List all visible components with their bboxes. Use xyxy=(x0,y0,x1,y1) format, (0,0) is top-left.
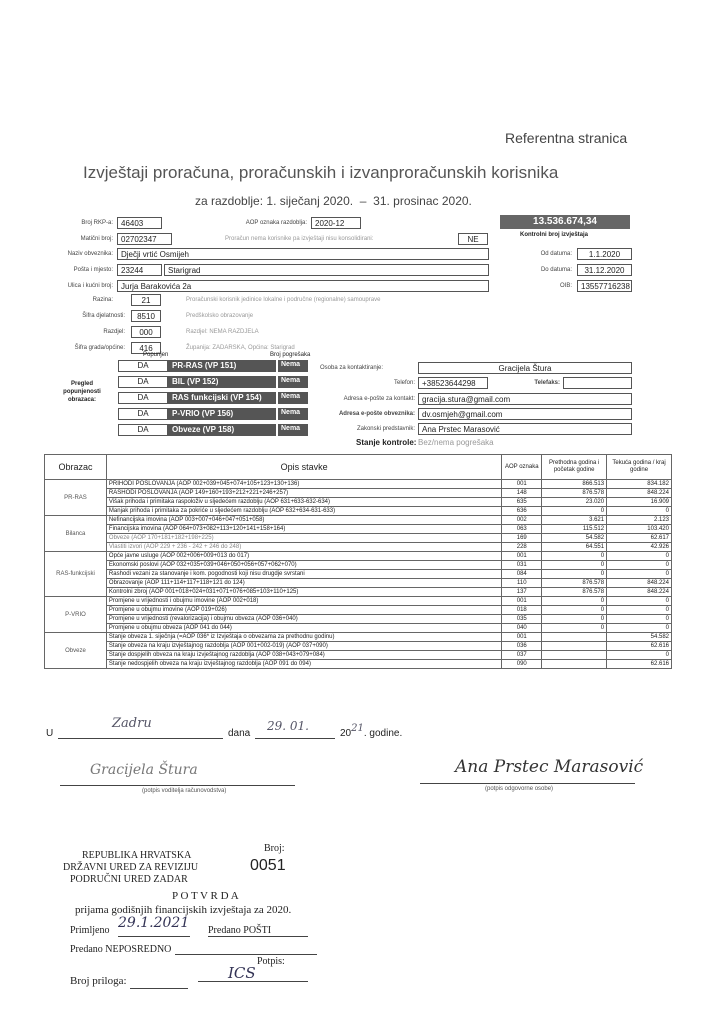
row-aop: 037 xyxy=(502,651,542,660)
row-curr: 0 xyxy=(607,624,672,633)
row-aop: 002 xyxy=(502,516,542,525)
level-label: Razina: xyxy=(92,297,113,303)
row-curr: 62.616 xyxy=(607,642,672,651)
representative-sign-label: (potpis odgovorne osobe) xyxy=(485,786,554,792)
level-field[interactable]: 21 xyxy=(131,294,161,306)
stamp-received-line xyxy=(118,936,190,937)
sub-users-field[interactable]: NE xyxy=(458,233,488,245)
representative-signature: Ana Prstec Marasović xyxy=(455,757,644,777)
name-field[interactable]: Dječji vrtić Osmijeh xyxy=(117,248,489,260)
period-line xyxy=(195,194,472,208)
aop-period-field[interactable]: 2020-12 xyxy=(311,217,361,229)
from-date-label: Od datuma: xyxy=(540,251,572,257)
row-prev: 0 xyxy=(542,615,607,624)
row-desc: Obrazovanje (AOP 111+114+117+118+121 do 124) xyxy=(106,579,501,588)
accountant-signature: Gracijela Štura xyxy=(90,762,198,778)
table-row xyxy=(45,498,672,507)
phone-label: Telefon: xyxy=(393,380,415,386)
email-field[interactable]: gracija.stura@gmail.com xyxy=(418,393,632,405)
name-label: Naziv obveznika: xyxy=(67,251,113,257)
table-row xyxy=(45,660,672,669)
to-date-label: Do datuma: xyxy=(540,267,572,273)
row-desc: Promjene u obujmu imovine (AOP 019+026) xyxy=(106,606,501,615)
sub-users-label: Proračun nema korisnike pa izvještaji nisu konsolidirani: xyxy=(225,236,374,242)
row-prev: 23.020 xyxy=(542,498,607,507)
col-curr-header: Tekuća godina / kraj godine xyxy=(607,455,672,480)
place-field[interactable]: Starigrad xyxy=(164,264,489,276)
place-prefix: U xyxy=(46,728,54,739)
stamp-attachments-line xyxy=(130,988,188,989)
stamp-line3: PODRUČNI URED ZADAR xyxy=(70,874,188,885)
group-label: RAS-funkcijski xyxy=(45,552,107,597)
row-desc: PRIHODI POSLOVANJA (AOP 002+039+045+074+105+123+130+136) xyxy=(106,480,501,489)
row-curr: 54.582 xyxy=(607,633,672,642)
fax-field[interactable] xyxy=(563,377,632,389)
row-aop: 110 xyxy=(502,579,542,588)
row-desc: Financijska imovina (AOP 064+073+082+113+120+141+158+164) xyxy=(106,525,501,534)
row-prev: 0 xyxy=(542,561,607,570)
street-field[interactable]: Jurja Barakovića 2a xyxy=(117,280,489,292)
summary-table xyxy=(44,454,672,669)
row-curr: 42.926 xyxy=(607,543,672,552)
row-prev: 866.513 xyxy=(542,480,607,489)
control-status-value: Bez/nema pogrešaka xyxy=(418,438,494,447)
contact-person-label: Osoba za kontaktiranje: xyxy=(320,365,384,371)
table-row xyxy=(45,561,672,570)
row-curr: 0 xyxy=(607,651,672,660)
from-date-field[interactable]: 1.1.2020 xyxy=(577,248,632,260)
row-curr: 0 xyxy=(607,552,672,561)
report-errors: Nema xyxy=(278,424,308,436)
activity-label: Šifra djelatnosti: xyxy=(82,313,125,319)
city-label: Šifra grada/općine: xyxy=(74,345,125,351)
row-aop: 001 xyxy=(502,633,542,642)
stamp-direct-label: Predano NEPOSREDNO xyxy=(70,944,172,955)
table-row xyxy=(45,543,672,552)
oib-field[interactable]: 13557716238 xyxy=(577,280,632,292)
row-prev xyxy=(542,651,607,660)
stamp-line2: DRŽAVNI URED ZA REVIZIJU xyxy=(63,862,199,873)
table-row xyxy=(45,552,672,561)
row-aop: 148 xyxy=(502,489,542,498)
representative-sign-line xyxy=(420,783,635,784)
stamp-attachments-label: Broj priloga: xyxy=(70,975,127,987)
year-suffix: . godine. xyxy=(363,728,403,739)
row-aop: 228 xyxy=(502,543,542,552)
row-prev: 64.551 xyxy=(542,543,607,552)
row-desc: Stanje obveza 1. siječnja (=AOP 036* iz Izvještaja o obvezama za prethodnu godinu) xyxy=(106,633,501,642)
period-dash: – xyxy=(359,194,367,208)
report-errors: Nema xyxy=(278,360,308,372)
row-aop: 001 xyxy=(502,552,542,561)
row-curr: 62.617 xyxy=(607,534,672,543)
place-handwritten: Zadru xyxy=(112,716,152,731)
aop-period-label: AOP oznaka razdoblja: xyxy=(245,220,307,226)
table-row xyxy=(45,642,672,651)
activity-desc: Predškolsko obrazovanje xyxy=(186,313,254,319)
row-prev: 0 xyxy=(542,507,607,516)
table-row xyxy=(45,651,672,660)
report-name[interactable]: P-VRIO (VP 156) xyxy=(168,408,276,420)
reference-label: Referentna stranica xyxy=(505,130,628,146)
post-label: Pošta i mjesto: xyxy=(73,267,113,273)
table-row xyxy=(45,489,672,498)
stamp-post-line xyxy=(208,936,308,937)
report-filled: DA xyxy=(118,360,168,372)
row-desc: Ekonomski poslovi (AOP 032+035+039+046+050+056+057+062+070) xyxy=(106,561,501,570)
table-row xyxy=(45,516,672,525)
row-prev xyxy=(542,633,607,642)
rkp-field[interactable]: 46403 xyxy=(117,217,162,229)
report-filled: DA xyxy=(118,408,168,420)
col-filled-header: Popunjen xyxy=(143,352,169,358)
row-desc: Rashodi vezani za stanovanje i kom. pogodnosti koji nisu drugdje svrstani xyxy=(106,570,501,579)
rkp-label: Broj RKP-a: xyxy=(81,220,113,226)
row-curr: 0 xyxy=(607,561,672,570)
row-aop: 031 xyxy=(502,561,542,570)
row-curr: 848.224 xyxy=(607,588,672,597)
year-handwritten: 21 xyxy=(351,723,364,734)
row-aop: 035 xyxy=(502,615,542,624)
row-prev: 0 xyxy=(542,570,607,579)
stamp-received-handwritten: 29.1.2021 xyxy=(118,915,190,931)
city-desc: Županija: ZADARSKA, Općina: Starigrad xyxy=(186,345,295,351)
report-filled: DA xyxy=(118,424,168,436)
col-prev-header: Prethodna godina i početak godine xyxy=(542,455,607,480)
row-prev: 0 xyxy=(542,606,607,615)
row-desc: Opće javne usluge (AOP 002+006+009+013 do 017) xyxy=(106,552,501,561)
table-row xyxy=(45,579,672,588)
control-status-label: Stanje kontrole: xyxy=(356,438,417,447)
level-desc: Proračunski korisnik jedinice lokalne i područne (regionalne) samouprave xyxy=(186,297,381,303)
stamp-signature-line xyxy=(198,981,308,982)
stamp-signature-label: Potpis: xyxy=(257,956,285,967)
row-prev xyxy=(542,642,607,651)
row-aop: 169 xyxy=(502,534,542,543)
date-prefix: dana xyxy=(228,728,251,739)
report-errors: Nema xyxy=(278,376,308,388)
stamp-line1: REPUBLIKA HRVATSKA xyxy=(82,850,192,861)
to-date-field[interactable]: 31.12.2020 xyxy=(577,264,632,276)
row-prev xyxy=(542,660,607,669)
stamp-number-label: Broj: xyxy=(264,843,285,854)
group-label: PR-RAS xyxy=(45,480,107,516)
row-desc: Stanje nedospjelih obveza na kraju izvještajnog razdoblja (AOP 091 do 094) xyxy=(106,660,501,669)
row-curr: 0 xyxy=(607,615,672,624)
row-prev: 115.512 xyxy=(542,525,607,534)
row-aop: 090 xyxy=(502,660,542,669)
stamp-direct-line xyxy=(175,954,317,955)
row-curr: 0 xyxy=(607,597,672,606)
table-header-row xyxy=(45,455,672,480)
table-row xyxy=(45,570,672,579)
fax-label: Telefaks: xyxy=(534,380,560,386)
report-name[interactable]: Obveze (VP 158) xyxy=(168,424,276,436)
row-aop: 040 xyxy=(502,624,542,633)
report-errors: Nema xyxy=(278,392,308,404)
email2-label: Adresa e-pošte obveznika: xyxy=(338,411,415,417)
group-label: Bilanca xyxy=(45,516,107,552)
stamp-potvrda: P O T V R D A xyxy=(172,890,239,902)
row-curr: 103.420 xyxy=(607,525,672,534)
row-curr: 848.224 xyxy=(607,579,672,588)
row-desc: Višak prihoda i primitaka raspoloživ u sljedećem razdoblju (AOP 631+633-632-634) xyxy=(106,498,501,507)
row-desc: Kontrolni zbroj (AOP 001+018+024+031+071+076+085+103+110+125) xyxy=(106,588,501,597)
table-row xyxy=(45,615,672,624)
period-from: 1. siječanj 2020. xyxy=(266,194,354,208)
date-line xyxy=(255,738,335,739)
representative-label: Zakonski predstavnik: xyxy=(356,426,415,432)
year-line xyxy=(340,723,403,739)
row-aop: 084 xyxy=(502,570,542,579)
row-desc: Stanje obveza na kraju izvještajnog razdoblja (AOP 001+002-019) (AOP 037+090) xyxy=(106,642,501,651)
row-prev: 876.578 xyxy=(542,588,607,597)
row-curr: 0 xyxy=(607,606,672,615)
activity-field[interactable]: 8510 xyxy=(131,310,161,322)
accountant-sign-label: (potpis voditelja računovodstva) xyxy=(142,788,227,794)
report-name[interactable]: PR-RAS (VP 151) xyxy=(168,360,276,372)
place-line xyxy=(58,738,223,739)
row-desc: Vlastiti izvori (AOP 229 + 236 - 242 + 246 do 248) xyxy=(106,543,501,552)
date-handwritten: 29. 01. xyxy=(267,719,309,733)
row-aop: 001 xyxy=(502,597,542,606)
stamp-post-label: Predano POŠTI xyxy=(208,925,272,936)
row-prev: 54.582 xyxy=(542,534,607,543)
row-prev: 0 xyxy=(542,597,607,606)
row-desc: Promjene u vrijednosti (revalorizacija) i obujmu obveza (AOP 036+040) xyxy=(106,615,501,624)
email2-field[interactable]: dv.osmjeh@gmail.com xyxy=(418,408,632,420)
row-aop: 001 xyxy=(502,480,542,489)
group-label: P-VRIO xyxy=(45,597,107,633)
period-prefix: za razdoblje: xyxy=(195,194,264,208)
city-field[interactable]: 416 xyxy=(131,342,161,354)
row-aop: 636 xyxy=(502,507,542,516)
stamp-number: 0051 xyxy=(250,857,286,874)
contact-person-field[interactable]: Gracijela Štura xyxy=(418,362,632,374)
report-filled: DA xyxy=(118,392,168,404)
row-desc: RASHODI POSLOVANJA (AOP 149+160+193+212+221+246+257) xyxy=(106,489,501,498)
row-aop: 018 xyxy=(502,606,542,615)
control-sum: 13.536.674,34 xyxy=(500,215,630,229)
report-errors: Nema xyxy=(278,408,308,420)
row-prev: 876.578 xyxy=(542,579,607,588)
period-to: 31. prosinac 2020. xyxy=(373,194,472,208)
row-curr: 2.123 xyxy=(607,516,672,525)
report-name[interactable]: RAS funkcijski (VP 154) xyxy=(168,392,276,404)
row-prev: 0 xyxy=(542,552,607,561)
stamp-receipt-text: prijama godišnjih financijskih izvještaja za 2020. xyxy=(75,904,292,916)
col-desc-header: Opis stavke xyxy=(106,455,501,480)
representative-field[interactable]: Ana Prstec Marasović xyxy=(418,423,632,435)
row-curr: 0 xyxy=(607,570,672,579)
control-sum-label: Kontrolni broj izvještaja xyxy=(520,232,589,238)
table-row xyxy=(45,624,672,633)
street-label: Ulica i kućni broj: xyxy=(67,283,113,289)
row-curr: 16.909 xyxy=(607,498,672,507)
row-aop: 036 xyxy=(502,642,542,651)
mb-label: Matični broj: xyxy=(80,236,113,242)
table-row xyxy=(45,525,672,534)
group-label: Obveze xyxy=(45,633,107,669)
year-prefix: 20 xyxy=(340,728,352,739)
table-row xyxy=(45,534,672,543)
table-row xyxy=(45,588,672,597)
accountant-sign-line xyxy=(60,785,295,786)
stamp-received-label: Primljeno xyxy=(70,925,110,936)
row-desc: Stanje dospjelih obveza na kraju izvještajnog razdoblja (AOP 038+043+079+084) xyxy=(106,651,501,660)
mb-field[interactable]: 02702347 xyxy=(117,233,172,245)
col-form-header: Obrazac xyxy=(45,455,107,480)
section-field[interactable]: 000 xyxy=(131,326,161,338)
row-curr: 62.616 xyxy=(607,660,672,669)
row-desc: Obveze (AOP 170+181+182+198+225) xyxy=(106,534,501,543)
row-prev: 0 xyxy=(542,624,607,633)
table-row xyxy=(45,480,672,489)
col-aop-header: AOP oznaka xyxy=(502,455,542,480)
document-title: Izvještaji proračuna, proračunskih i izvanproračunskih korisnika xyxy=(83,163,559,182)
row-desc: Manjak prihoda i primitaka za pokriće u sljedećem razdoblju (AOP 632+634-631-633) xyxy=(106,507,501,516)
stamp-signature-handwritten: ICS xyxy=(228,964,256,982)
email-label: Adresa e-pošte za kontakt: xyxy=(343,396,415,402)
row-desc: Nefinancijska imovina (AOP 003+007+046+047+051+058) xyxy=(106,516,501,525)
row-aop: 137 xyxy=(502,588,542,597)
row-desc: Promjene u vrijednosti i obujmu imovine (AOP 002+018) xyxy=(106,597,501,606)
row-aop: 063 xyxy=(502,525,542,534)
row-desc: Promjene u obujmu obveza (AOP 041 do 044) xyxy=(106,624,501,633)
table-row xyxy=(45,606,672,615)
section-desc: Razdjel: NEMA RAZDJELA xyxy=(186,329,259,335)
row-prev: 876.578 xyxy=(542,489,607,498)
table-row xyxy=(45,507,672,516)
reports-side-label: Pregled popunjenosti obrazaca: xyxy=(63,381,101,403)
row-curr: 0 xyxy=(607,507,672,516)
report-name[interactable]: BIL (VP 152) xyxy=(168,376,276,388)
table-row xyxy=(45,633,672,642)
row-aop: 635 xyxy=(502,498,542,507)
report-filled: DA xyxy=(118,376,168,388)
row-curr: 834.182 xyxy=(607,480,672,489)
table-row xyxy=(45,597,672,606)
phone-field[interactable]: +38523644298 xyxy=(418,377,488,389)
section-label: Razdjel: xyxy=(103,329,125,335)
row-prev: 3.621 xyxy=(542,516,607,525)
postcode-field[interactable]: 23244 xyxy=(117,264,162,276)
col-errors-header: Broj pogrešaka xyxy=(270,352,311,358)
oib-label: OIB: xyxy=(559,283,572,289)
row-curr: 848.224 xyxy=(607,489,672,498)
